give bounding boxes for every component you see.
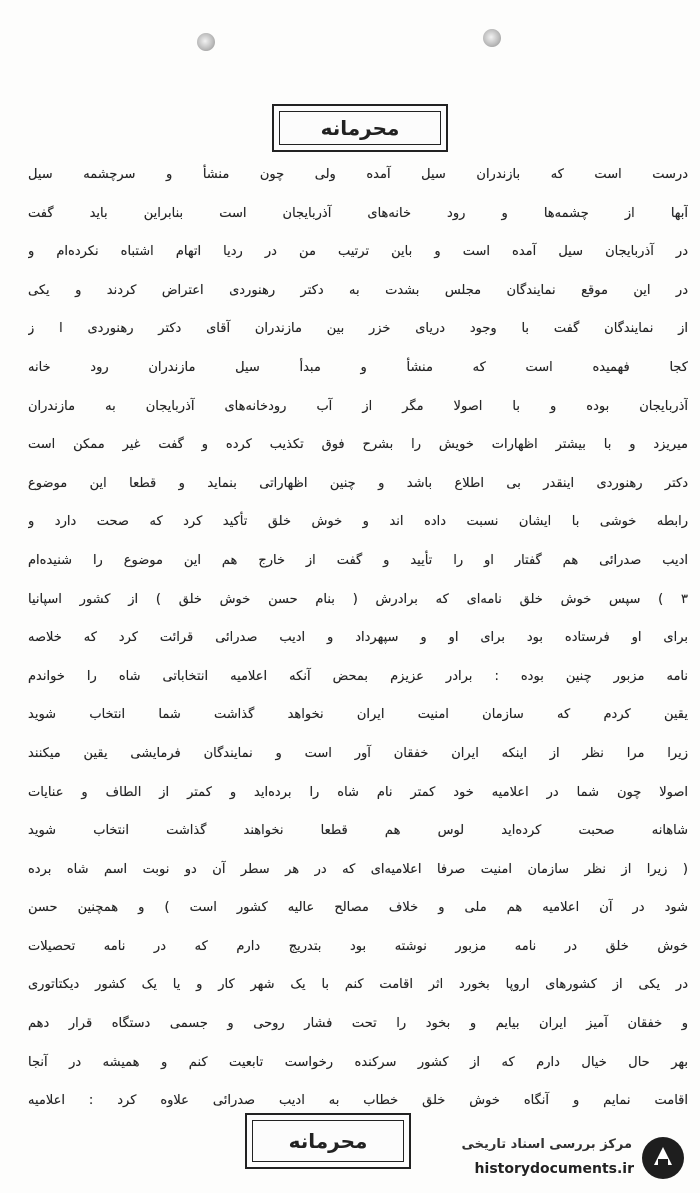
text-line: در آذربایجان سیل آمده است و باین ترتیب من در ردیا اتهام اشتباه نکرده‌ام و [28,244,688,260]
archive-watermark [461,1129,692,1187]
text-line: شود در آن اعلامیه هم ملی و خلاف مصالح عالیه کشور است ) و همچنین حسن [28,900,688,916]
punch-hole-left [197,33,215,51]
text-line: رابطه خوشی با ایشان نسبت داده اند و خوش خلق تأکید کرد که صحت دارد و [28,514,688,530]
text-line: آذربایجان بوده و با اصولا مگر از آب رودخانه‌های آذربایجان به مازندران [28,398,688,414]
text-line: ( زیرا از نظر سازمان امنیت صرفا اعلامیه‌ای که در هر سطر آن دو نوبت اسم شاه برده [28,861,688,877]
text-line: شاهانه صحبت کرده‌اید لوس هم قطعا نخواهند گذاشت انتخاب شوید [28,823,688,839]
document-body [28,156,688,1121]
confidential-stamp-bottom [245,1113,411,1169]
text-line: در این موقع نمایندگان مجلس بشدت به دکتر رهنوردی اعتراض کردند و یکی [28,282,688,298]
confidential-stamp-bottom-text: محرمانه [288,1129,368,1153]
text-line: ٣ ) سپس خوش خلق نامه‌ای که برادرش ( بنام حسن خوش خلق ) از کشور اسپانیا [28,591,688,607]
text-line: آبها از چشمه‌ها و رود خانه‌های آذربایجان است بنابراین باید گفت [28,205,688,221]
text-line: برای او فرستاده بود برای او و سپهرداد و ادیب صدرائی قرائت کرد که خلاصه [28,630,688,646]
archive-logo-icon [640,1135,686,1181]
text-line: اقامت نمایم و آنگاه خوش خلق خطاب به ادیب صدرائی علاوه کرد : اعلامیه [28,1093,688,1109]
text-line: یقین کردم که سازمان امنیت ایران نخواهد گذاشت شما انتخاب شوید [28,707,688,723]
text-line: اصولا چون شما در اعلامیه خود کمتر نام شاه را برده‌اید و کمتر از الطاف و عنایات [28,784,688,800]
text-line: خوش خلق در نامه مزبور نوشته بود بتدریج دارم که در نامه تحصیلات [28,938,688,954]
confidential-stamp-top [272,104,448,152]
watermark-url: historydocuments.ir [474,1161,634,1177]
text-line: در یکی از کشورهای اروپا بخورد اثر اقامت کنم با یک شهر کار و یا یک کشور دیکتاتوری [28,977,688,993]
text-line: و خفقان آمیز ایران بیایم و بخود را تحت فشار روحی و جسمی دستگاه قرار دهم [28,1016,688,1032]
text-line: از نمایندگان گفت با وجود دریای خزر بین مازندران آقای دکتر رهنوردی ا ز [28,321,688,337]
text-line: نامه مزبور چنین بوده : برادر عزیزم بمحض آنکه اعلامیه انتخاباتی شاه را خواندم [28,668,688,684]
confidential-stamp-top-text: محرمانه [320,116,400,140]
punch-hole-right [483,29,501,47]
watermark-title: مرکز بررسی اسناد تاریخی [461,1137,632,1152]
text-line: درست است که بازندران سیل آمده ولی چون منشأ و سرچشمه سیل [28,167,688,182]
text-line: ادیب صدرائی هم گفتار او را تأیید و گفت از خارج هم این موضوع را شنیده‌ام [28,552,688,568]
text-line: میریزد و با بیشتر اظهارات خویش را بشرح فوق تکذیب کرده و گفت غیر ممکن است [28,437,688,453]
text-line: زیرا مرا نظر از اینکه ایران خفقان آور است و نمایندگان فرمایشی یقین میکنند [28,745,688,761]
text-line: بهر حال خیال دارم که از کشور سرکنده رخواست تابعیت کنم و همیشه در آنجا [28,1054,688,1070]
text-line: دکتر رهنوردی اینقدر بی اطلاع باشد و چنین اظهاراتی بنماید و قطعا این موضوع [28,475,688,491]
text-line: کجا فهمیده است که منشأ و مبدأ سیل مازندران رود خانه [28,359,688,375]
